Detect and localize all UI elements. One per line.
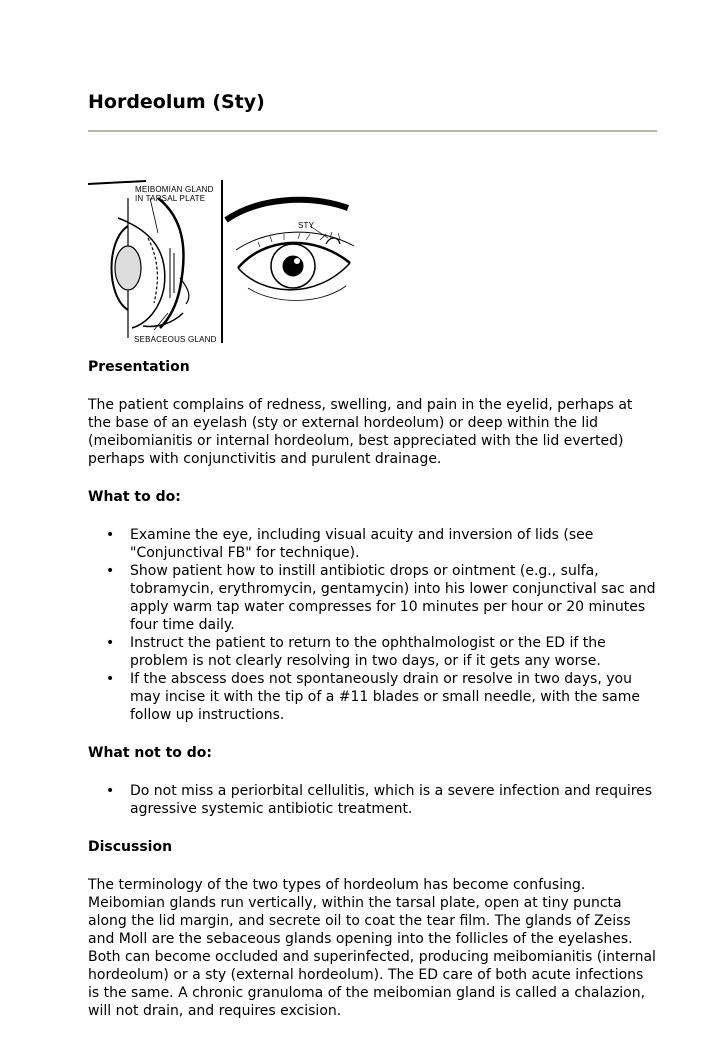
what-to-do-heading: What to do: xyxy=(88,489,181,505)
presentation-text: The patient complains of redness, swelling, and pain in the eyelid, perhaps at the base of an eyelash (sty or external hordeolum) or deep within the lid (meibomianitis or internal hordeolum, best appreciated with the lid everted) perhaps with conjunctivitis and purulent drainage. xyxy=(88,397,633,467)
what-not-to-do-heading: What not to do: xyxy=(88,745,212,761)
what-to-do-list xyxy=(88,526,658,724)
list-item-text: Show patient how to instill antibiotic drops or ointment (e.g., sulfa, tobramycin, erythromycin, gentamycin) into his lower conjunctival sac and apply warm tap water compresses for 10 minutes per hour or 20 minutes four time daily. xyxy=(130,563,656,633)
label-meibomian-gland-line1: MEIBOMIAN GLAND xyxy=(135,185,214,194)
label-sty: STY xyxy=(298,221,315,230)
bullet-icon: • xyxy=(106,635,115,651)
label-meibomian-gland-line2: IN TARSAL PLATE xyxy=(135,194,206,203)
eyelid-cross-section xyxy=(88,180,222,343)
list-item xyxy=(106,562,658,634)
page-title: Hordeolum (Sty) xyxy=(88,91,265,113)
eyelid-anatomy-illustration xyxy=(88,178,368,348)
list-item-text: Do not miss a periorbital cellulitis, which is a severe infection and requires agressive systemic antibiotic treatment. xyxy=(130,783,653,817)
list-item xyxy=(106,782,658,818)
presentation-heading: Presentation xyxy=(88,359,190,375)
title-divider xyxy=(88,130,657,132)
list-item-text: Instruct the patient to return to the ophthalmologist or the ED if the problem is not clearly resolving in two days, or if it gets any worse. xyxy=(130,635,606,669)
list-item-text: Examine the eye, including visual acuity and inversion of lids (see "Conjunctival FB" for technique). xyxy=(130,527,594,561)
list-item xyxy=(106,634,658,670)
bullet-icon: • xyxy=(106,563,115,579)
list-item xyxy=(106,670,658,724)
document-body xyxy=(88,358,658,1040)
eye-front-view xyxy=(226,200,354,301)
what-not-to-do-list xyxy=(88,782,658,818)
label-sebaceous-gland: SEBACEOUS GLAND xyxy=(134,335,217,344)
discussion-text: The terminology of the two types of hordeolum has become confusing. Meibomian glands run vertically, within the tarsal plate, open at tiny puncta along the lid margin, and secrete oil to coat the tear film. The glands of Zeiss and Moll are the sebaceous glands opening into the follicles of the eyelashes. Both can become occluded and superinfected, producing meibomianitis (internal hordeolum) or a sty (external hordeolum). The ED care of both acute infections is the same. A chronic granuloma of the meibomian gland is called a chalazion, will not drain, and requires excision. xyxy=(88,877,656,1019)
bullet-icon: • xyxy=(106,527,115,543)
list-item-text: If the abscess does not spontaneously drain or resolve in two days, you may incise it with the tip of a #11 blades or small needle, with the same follow up instructions. xyxy=(130,671,640,723)
bullet-icon: • xyxy=(106,671,115,687)
discussion-heading: Discussion xyxy=(88,839,173,855)
eyelid-illustration-svg xyxy=(88,178,368,348)
bullet-icon: • xyxy=(106,783,115,799)
list-item xyxy=(106,526,658,562)
